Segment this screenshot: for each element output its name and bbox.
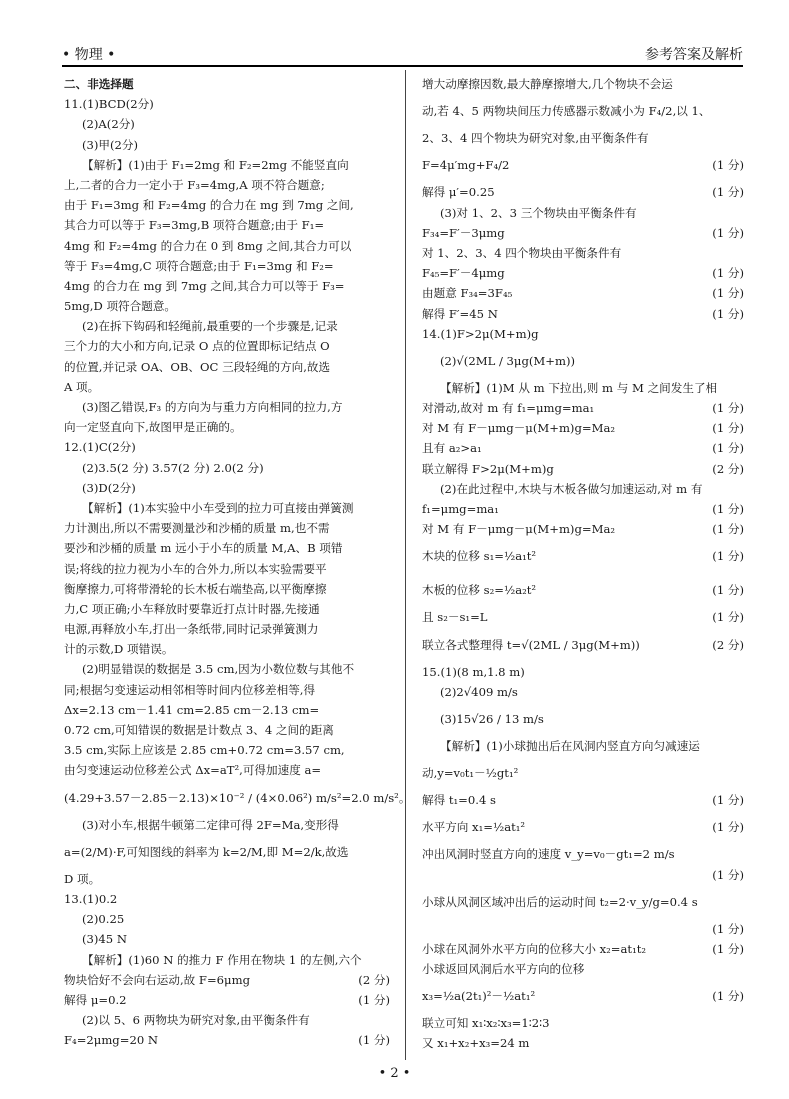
line-text: 解得 t₁=0.4 s (422, 793, 496, 808)
line-text: (3)45 N (82, 932, 128, 947)
line-text: 同;根据匀变速运动相邻相等时间内位移差相等,得 (64, 682, 316, 697)
text-line (422, 398, 744, 418)
page-header (62, 42, 743, 64)
line-text: 衡摩擦力,可将带滑轮的长木板右端垫高,以平衡摩擦 (64, 581, 327, 596)
line-text: 对 M 有 F－μmg－μ(M+m)g=Ma₂ (422, 522, 616, 537)
line-text: 冲出风洞时竖直方向的速度 v_y=v₀－gt₁=2 m/s (422, 847, 675, 862)
text-line (422, 885, 744, 919)
line-text: 【解析】(1)60 N 的推力 F 作用在物块 1 的左侧,六个 (82, 952, 362, 967)
line-text: 联立解得 F>2μ(M+m)g (422, 461, 554, 476)
line-text: F=4μ′mg+F₄/2 (422, 158, 510, 173)
line-text: 误;将线的拉力视为小车的合外力,所以本实验需要平 (64, 561, 327, 576)
line-text: (2)在拆下钩码和轻绳前,最重要的一个步骤是,记录 (82, 319, 338, 334)
line-text: 小球返回风洞后水平方向的位移 (422, 962, 585, 977)
score-label: (1 分) (712, 820, 744, 835)
line-text: 4mg 的合力在 mg 到 7mg 之间,其合力可以等于 F₃= (64, 278, 345, 293)
line-text: 二、非选择题 (64, 77, 134, 91)
line-text: 动,若 4、5 两物块间压力传感器示数减小为 F₄/2,以 1、 (422, 104, 711, 119)
line-text: (2)在此过程中,木块与木板各做匀加速运动,对 m 有 (440, 481, 703, 496)
line-text: 解得 F′=45 N (422, 306, 498, 321)
text-line (422, 628, 744, 662)
line-text: 由于 F₁=3mg 和 F₂=4mg 的合力在 mg 到 7mg 之间, (64, 198, 354, 213)
text-line (64, 680, 390, 700)
text-line (422, 203, 744, 223)
text-line (422, 243, 744, 263)
score-label: (1 分) (712, 793, 744, 808)
line-text: 由题意 F₃₄=3F₄₅ (422, 286, 513, 301)
text-line (64, 619, 390, 639)
line-text: 又 x₁+x₂+x₃=24 m (422, 1036, 530, 1051)
text-line (422, 1013, 744, 1033)
text-line (64, 114, 390, 134)
text-line (64, 559, 390, 579)
line-text: 2、3、4 四个物块为研究对象,由平衡条件有 (422, 131, 649, 146)
text-line (422, 378, 744, 398)
line-text: 力计测出,所以不需要测量沙和沙桶的质量 m,也不需 (64, 521, 330, 536)
line-text: 增大动摩擦因数,最大静摩擦增大,几个物块不会运 (422, 77, 673, 91)
text-line (64, 377, 390, 397)
text-line (64, 760, 390, 780)
column-divider (405, 70, 406, 1060)
line-text: 4mg 和 F₂=4mg 的合力在 0 到 8mg 之间,其合力可以 (64, 238, 352, 253)
line-text: 0.72 cm,可知错误的数据是计数点 3、4 之间的距离 (64, 723, 334, 737)
line-text: (2)明显错误的数据是 3.5 cm,因为小数位数与其他不 (82, 662, 355, 677)
line-text: 要沙和沙桶的质量 m 远小于小车的质量 M,A、B 项错 (64, 541, 343, 556)
line-text: 动,y=v₀t₁－½gt₁² (422, 766, 519, 781)
text-line (64, 909, 390, 929)
line-text: (2)A(2分) (82, 117, 135, 132)
line-text: 力,C 项正确;小车释放时要靠近打点计时器,先接通 (64, 601, 320, 616)
text-line (422, 438, 744, 458)
text-line (64, 1030, 390, 1050)
score-label: (1 分) (712, 989, 744, 1004)
text-line (422, 128, 744, 148)
text-line (64, 215, 390, 235)
text-line (64, 397, 390, 417)
text-line (422, 573, 744, 607)
subject-label: • 物理 • (62, 47, 116, 63)
line-text: 上,二者的合力一定小于 F₃=4mg,A 项不符合题意; (64, 177, 325, 192)
score-label: (1 分) (712, 225, 744, 240)
text-line (422, 939, 744, 959)
text-line (422, 810, 744, 844)
score-label: (1 分) (712, 867, 744, 882)
line-text: f₁=μmg=ma₁ (422, 502, 499, 516)
line-text: (2)√(2ML / 3μg(M+m)) (440, 353, 576, 368)
score-label: (1 分) (712, 266, 744, 281)
score-label: (1 分) (712, 583, 744, 598)
line-text: 【解析】(1)本实验中小车受到的拉力可直接由弹簧测 (82, 500, 354, 515)
right-column (422, 74, 744, 1054)
text-line (422, 74, 744, 94)
line-text: 【解析】(1)由于 F₁=2mg 和 F₂=2mg 不能竖直向 (82, 157, 349, 172)
text-line (64, 498, 390, 518)
text-line (422, 263, 744, 283)
text-line (64, 135, 390, 155)
text-line (64, 256, 390, 276)
text-line (64, 720, 390, 740)
text-line (64, 781, 411, 815)
score-label: (1 分) (712, 306, 744, 321)
text-line (64, 336, 390, 356)
line-text: D 项。 (64, 871, 101, 886)
line-text: (2)3.5(2 分) 3.57(2 分) 2.0(2 分) (82, 460, 264, 475)
line-text: 物块恰好不会向右运动,故 F=6μmg (64, 972, 250, 987)
line-text: (3)15√26 / 13 m/s (440, 711, 544, 726)
line-text: 木板的位移 s₂=½a₂t² (422, 583, 537, 598)
text-line (422, 283, 744, 303)
text-line (422, 459, 744, 479)
score-label: (1 分) (712, 502, 744, 516)
text-line (64, 74, 390, 94)
text-line (64, 659, 390, 679)
text-line (422, 94, 744, 128)
line-text: 木块的位移 s₁=½a₁t² (422, 549, 537, 564)
text-line (64, 835, 390, 869)
line-text: F₃₄=F′－3μmg (422, 225, 505, 240)
line-text: 14.(1)F>2μ(M+m)g (422, 326, 539, 341)
text-line (64, 175, 390, 195)
line-text: (3)图乙错误,F₃ 的方向为与重力方向相同的拉力,方 (82, 400, 343, 414)
score-label: (2 分) (712, 637, 744, 652)
line-text: 三个力的大小和方向,记录 O 点的位置即标记结点 O (64, 339, 330, 354)
line-text: 等于 F₃=4mg,C 项符合题意;由于 F₁=3mg 和 F₂= (64, 258, 334, 273)
text-line (64, 458, 390, 478)
line-text: 小球在风洞外水平方向的位移大小 x₂=at₁t₂ (422, 941, 647, 956)
text-line (422, 790, 744, 810)
text-line (64, 970, 390, 990)
line-text: 由匀变速运动位移差公式 Δx=aT²,可得加速度 a= (64, 763, 322, 778)
score-label: (1 分) (712, 185, 744, 200)
text-line (64, 889, 390, 909)
line-text: 小球从风洞区域冲出后的运动时间 t₂=2·v_y/g=0.4 s (422, 894, 698, 909)
line-text: 向一定竖直向下,故图甲是正确的。 (64, 420, 242, 435)
line-text: F₄₅=F′－4μmg (422, 266, 505, 281)
line-text: (3)对 1、2、3 三个物块由平衡条件有 (440, 205, 637, 220)
text-line (422, 979, 744, 1013)
text-line (64, 929, 390, 949)
text-line (422, 702, 744, 736)
line-text: (3)D(2分) (82, 480, 136, 495)
line-text: 13.(1)0.2 (64, 891, 118, 906)
text-line (64, 236, 390, 256)
line-text: 电源,再释放小车,打出一条纸带,同时记录弹簧测力 (64, 622, 319, 637)
line-text: a=(2/M)·F,可知图线的斜率为 k=2/M,即 M=2/k,故选 (64, 844, 349, 859)
line-text: 11.(1)BCD(2分) (64, 97, 154, 112)
text-line (422, 539, 744, 573)
line-text: (2)0.25 (82, 912, 125, 927)
line-text: (4.29+3.57－2.85－2.13)×10⁻² / (4×0.06²) m/s²=2.0 m/s²。 (64, 790, 411, 805)
text-line (64, 195, 390, 215)
line-text: (3)甲(2分) (82, 137, 139, 152)
text-line (64, 869, 390, 889)
score-label: (1 分) (712, 286, 744, 301)
text-line (422, 479, 744, 499)
line-text: F₄=2μmg=20 N (64, 1033, 159, 1048)
line-text: A 项。 (64, 379, 100, 394)
text-line (422, 148, 744, 182)
left-column (64, 74, 411, 1050)
line-text: 计的示数,D 项错误。 (64, 642, 174, 657)
page-number: • 2 • (378, 1066, 411, 1081)
text-line (64, 276, 390, 296)
line-text: Δx=2.13 cm－1.41 cm=2.85 cm－2.13 cm= (64, 702, 320, 717)
text-line (422, 736, 744, 756)
text-line (64, 599, 390, 619)
line-text: 的位置,并记录 OA、OB、OC 三段轻绳的方向,故选 (64, 359, 331, 374)
text-line (64, 296, 390, 316)
line-text: 其合力可以等于 F₃=3mg,B 项符合题意;由于 F₁= (64, 218, 325, 233)
text-line (64, 417, 390, 437)
text-line (64, 579, 390, 599)
line-text: 联立各式整理得 t=√(2ML / 3μg(M+m)) (422, 637, 640, 652)
line-text: 对 1、2、3、4 四个物块由平衡条件有 (422, 245, 622, 260)
line-text: 且有 a₂>a₁ (422, 441, 482, 456)
line-text: 联立可知 x₁∶x₂∶x₃=1∶2∶3 (422, 1016, 550, 1031)
score-label: (1 分) (358, 1033, 390, 1048)
line-text: 【解析】(1)小球抛出后在风洞内竖直方向匀减速运 (440, 738, 700, 753)
line-text: 且 s₂－s₁=L (422, 610, 488, 625)
line-text: (3)对小车,根据牛顿第二定律可得 2F=Ma,变形得 (82, 817, 339, 832)
line-text: 5mg,D 项符合题意。 (64, 299, 177, 314)
text-line (64, 357, 390, 377)
text-line (64, 1010, 390, 1030)
score-label: (1 分) (712, 441, 744, 456)
text-line (422, 756, 744, 790)
score-label: (1 分) (712, 921, 744, 936)
text-line (64, 950, 390, 970)
text-line (422, 223, 744, 243)
text-line (422, 418, 744, 438)
score-label: (2 分) (358, 972, 390, 987)
score-label: (1 分) (712, 421, 744, 436)
line-text: 水平方向 x₁=½at₁² (422, 820, 526, 835)
line-text: 解得 μ′=0.25 (422, 185, 495, 200)
text-line (64, 700, 390, 720)
text-line (64, 155, 390, 175)
line-text: 15.(1)(8 m,1.8 m) (422, 664, 525, 679)
score-label: (1 分) (712, 549, 744, 564)
text-line (422, 519, 744, 539)
line-text: (2)2√409 m/s (440, 684, 518, 699)
line-text: 12.(1)C(2分) (64, 440, 136, 455)
line-text: 对滑动,故对 m 有 f₁=μmg=ma₁ (422, 401, 595, 416)
line-text: 【解析】(1)M 从 m 下拉出,则 m 与 M 之间发生了相 (440, 380, 718, 395)
text-line (422, 865, 744, 885)
text-line (64, 518, 390, 538)
line-text: 3.5 cm,实际上应该是 2.85 cm+0.72 cm=3.57 cm, (64, 743, 345, 758)
text-line (64, 478, 390, 498)
line-text: 解得 μ=0.2 (64, 992, 127, 1007)
text-line (422, 1033, 744, 1053)
text-line (64, 990, 390, 1010)
score-label: (1 分) (712, 522, 744, 537)
header-title: 参考答案及解析 (645, 47, 743, 63)
score-label: (2 分) (712, 461, 744, 476)
text-line (422, 324, 744, 344)
text-line (422, 959, 744, 979)
line-text: x₃=½a(2t₁)²－½at₁² (422, 989, 536, 1004)
line-text: (2)以 5、6 两物块为研究对象,由平衡条件有 (82, 1013, 310, 1028)
text-line (64, 815, 390, 835)
score-label: (1 分) (712, 941, 744, 956)
score-label: (1 分) (712, 610, 744, 625)
text-line (422, 919, 744, 939)
text-line (422, 344, 744, 378)
text-line (64, 538, 390, 558)
text-line (64, 316, 390, 336)
score-label: (1 分) (712, 158, 744, 173)
text-line (422, 182, 744, 202)
score-label: (1 分) (712, 401, 744, 416)
score-label: (1 分) (358, 992, 390, 1007)
text-line (422, 304, 744, 324)
text-line (64, 94, 390, 114)
text-line (64, 437, 390, 457)
line-text: 对 M 有 F－μmg－μ(M+m)g=Ma₂ (422, 421, 616, 436)
text-line (422, 682, 744, 702)
text-line (422, 844, 744, 864)
text-line (422, 607, 744, 627)
text-line (422, 662, 744, 682)
text-line (64, 639, 390, 659)
header-rule (62, 65, 743, 67)
text-line (422, 499, 744, 519)
text-line (64, 740, 390, 760)
